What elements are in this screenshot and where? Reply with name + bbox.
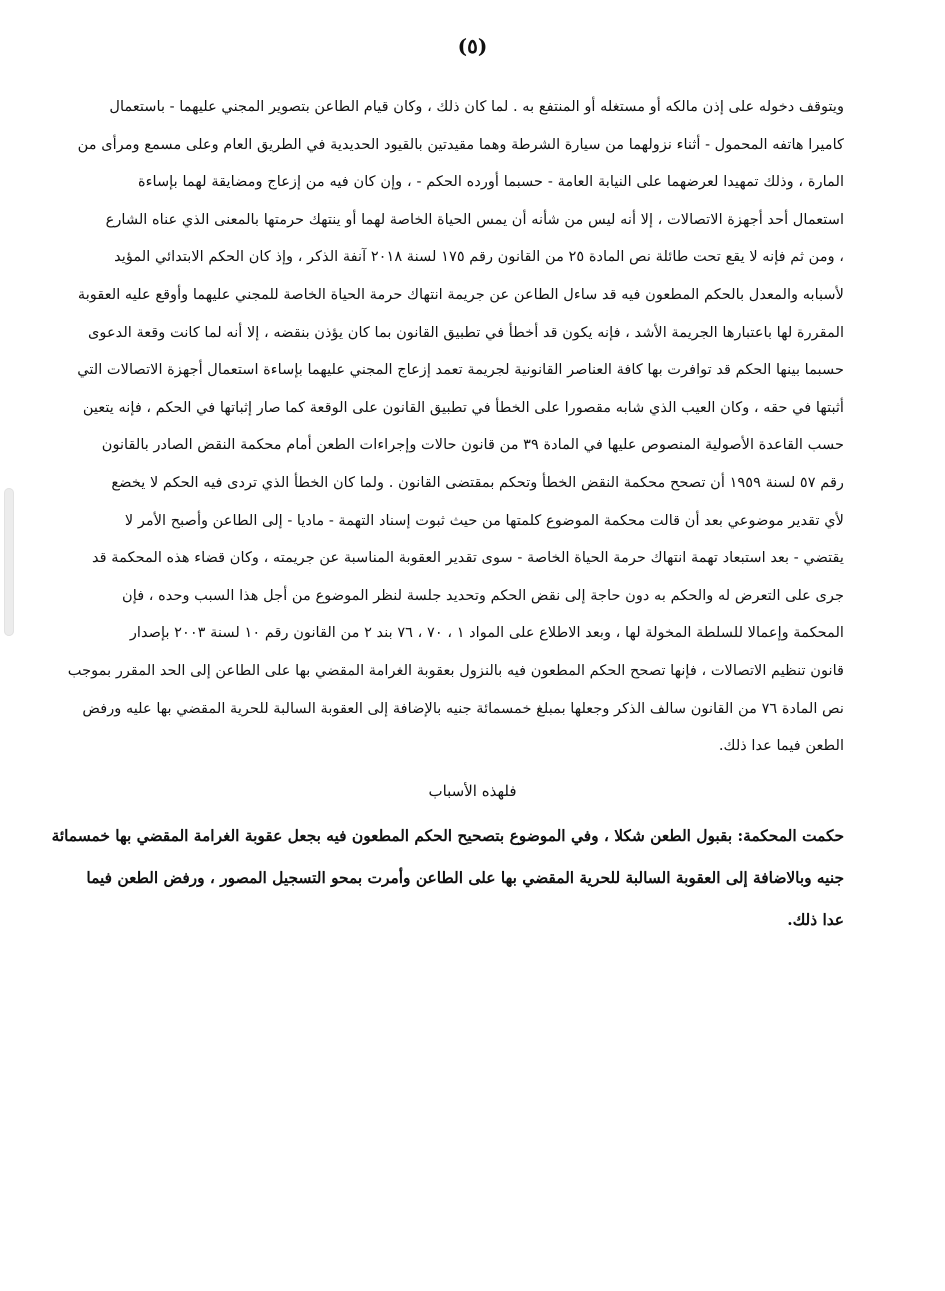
ruling-line: حكمت المحكمة: بقبول الطعن شكلا ، وفي الموضوع بتصحيح الحكم المطعون فيه بجعل عقوبة الغرامة المقضي بها خمسمائة [51,827,844,845]
side-scrollbar[interactable] [4,488,14,636]
page-number: (٥) [457,34,488,58]
body-paragraph [67,88,844,765]
body-line: ، ومن ثم فإنه لا يقع تحت طائلة نص المادة ٢٥ من القانون رقم ١٧٥ لسنة ٢٠١٨ آنفة الذكر ، وإذ كان الحكم الابتدائي المؤيد [114,248,844,266]
body-line: أثبتها في حقه ، وكان العيب الذي شابه مقصورا على الخطأ في تطبيق القانون على الوقعة كما صار إثباتها في الحكم ، فإنه يتعين [82,398,844,416]
ruling-paragraph [51,815,844,941]
body-line: رقم ٥٧ لسنة ١٩٥٩ أن تصحح محكمة النقض الخطأ وتحكم بمقتضى القانون . ولما كان الخطأ الذي تردى فيه الحكم لا يخضع [111,473,844,491]
ruling-line: جنيه وبالاضافة إلى العقوبة السالبة للحرية المقضي بها على الطاعن وأمرت بمحو التسجيل المصور ، ورفض الطعن فيما [86,869,844,887]
body-line: استعمال أحد أجهزة الاتصالات ، إلا أنه ليس من شأنه أن يمس الحياة الخاصة لهما أو ينتهك حرمتها بالمعنى الذي عناه الشارع [105,210,844,228]
body-line: يقتضي - بعد استبعاد تهمة انتهاك حرمة الحياة الخاصة - سوى تقدير العقوبة المناسبة عن جريمته ، وكان قضاء هذه المحكمة قد [91,549,844,567]
body-line: الطعن فيما عدا ذلك. [718,737,844,755]
body-line: قانون تنظيم الاتصالات ، فإنها تصحح الحكم المطعون فيه بالنزول بعقوبة الغرامة المقضي بها على الطاعن إلى الحد المقرر بموجب [67,661,844,679]
body-line: ويتوقف دخوله على إذن مالكه أو مستغله أو المنتفع به . لما كان ذلك ، وكان قيام الطاعن بتصوير المجني عليهما - باستعمال [109,98,844,115]
body-line: المقررة لها باعتبارها الجريمة الأشد ، فإنه يكون قد أخطأ في تطبيق القانون بما كان يؤذن بنقضه ، إلا أنه لما كانت وقعة الدعوى [88,323,844,341]
body-line: جرى على التعرض له والحكم به دون حاجة إلى نقض الحكم وتحديد جلسة لنظر الموضوع من أجل هذا السبب وحده ، فإن [122,586,844,604]
body-line: لأسبابه والمعدل بالحكم المطعون فيه قد ساءل الطاعن عن جريمة انتهاك حرمة الحياة الخاصة للمجني عليهما وأوقع عليه العقوبة [77,285,844,303]
body-line: نص المادة ٧٦ من القانون سالف الذكر وجعلها بمبلغ خمسمائة جنيه بالإضافة إلى العقوبة السالبة للحرية المقضي بها عليه ورفض [82,699,844,717]
section-heading: فلهذه الأسباب [428,782,517,800]
ruling-line: عدا ذلك. [787,911,844,929]
body-line: المحكمة وإعمالا للسلطة المخولة لها ، وبعد الاطلاع على المواد ١ ، ٧٠ ، ٧٦ بند ٢ من القانون رقم ١٠ لسنة ٢٠٠٣ بإصدار [129,624,844,642]
body-line: المارة ، وذلك تمهيدا لعرضهما على النيابة العامة - حسبما أورده الحكم - ، وإن كان فيه من إزعاج ومضايقة لهما بإساءة [138,173,844,191]
body-line: حسبما بينها الحكم قد توافرت بها كافة العناصر القانونية لجريمة تعمد إزعاج المجني عليهما بإساءة استعمال أجهزة الاتصالات التي [77,361,844,379]
body-line: كاميرا هاتفه المحمول - أثناء نزولهما من سيارة الشرطة وهما مقيدتين بالقيود الحديدية في الطريق العام وعلى مسمع ومرأى من [77,135,844,153]
body-line: لأي تقدير موضوعي بعد أن قالت محكمة الموضوع كلمتها من حيث ثبوت إسناد التهمة - ماديا - إلى الطاعن وأصبح الأمر لا [124,511,844,529]
body-line: حسب القاعدة الأصولية المنصوص عليها في المادة ٣٩ من قانون حالات وإجراءات الطعن أمام محكمة النقض الصادر بالقانون [101,436,844,454]
